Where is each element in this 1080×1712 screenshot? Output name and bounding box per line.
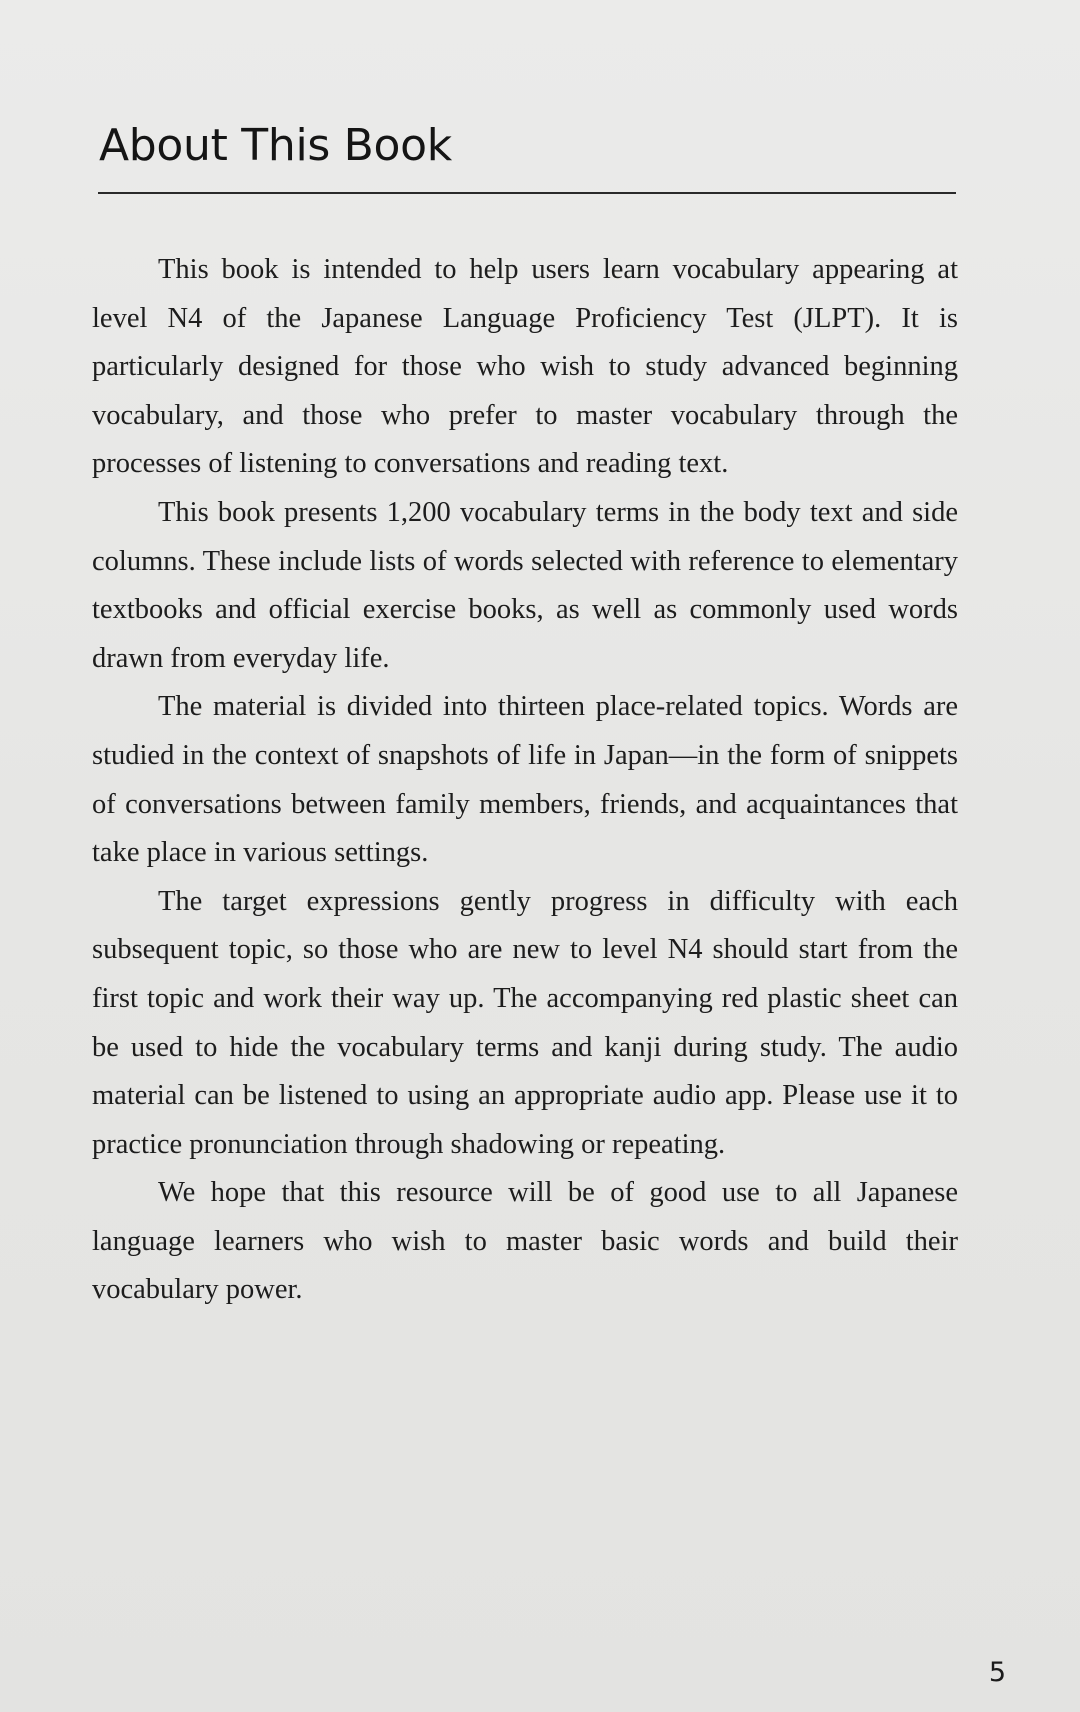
body-text bbox=[92, 246, 958, 1315]
title-divider bbox=[98, 192, 956, 194]
page-number: 5 bbox=[988, 1657, 1006, 1688]
paragraph-contents: This book presents 1,200 vocabulary terms in the body text and side columns. These include lists of words selected with reference to elementary textbooks and official exercise books, as well as commonly used words drawn from everyday life. bbox=[92, 496, 958, 674]
page-title: About This Book bbox=[99, 120, 452, 171]
paragraph-intro: This book is intended to help users learn vocabulary appearing at level N4 of the Japanese Language Proficiency Test (JLPT). It is particularly designed for those who wish to study advanced beginning vocabulary, and those who prefer to master vocabulary through the processes of listening to conversations and reading text. bbox=[92, 254, 958, 480]
paragraph-closing: We hope that this resource will be of good use to all Japanese language learners who wish to master basic words and build their vocabulary power. bbox=[92, 1177, 958, 1306]
paragraph-topics: The material is divided into thirteen place-related topics. Words are studied in the context of snapshots of life in Japan—in the form of snippets of conversations between family members, friends, and acquaintances that take place in various settings. bbox=[92, 691, 958, 869]
paragraph-usage: The target expressions gently progress in difficulty with each subsequent topic, so those who are new to level N4 should start from the first topic and work their way up. The accompanying red plastic sheet can be used to hide the vocabulary terms and kanji during study. The audio material can be listened to using an appropriate audio app. Please use it to practice pronunciation through shadowing or repeating. bbox=[92, 885, 958, 1160]
